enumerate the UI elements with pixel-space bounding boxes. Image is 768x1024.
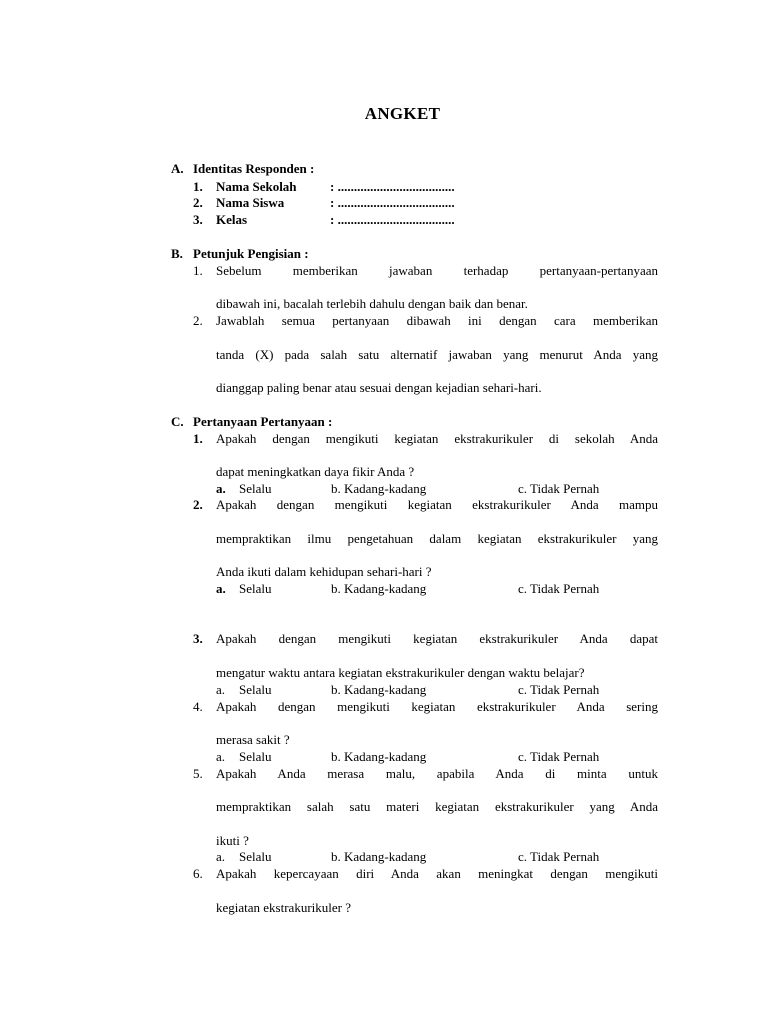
instruction-number: 1. (193, 263, 203, 278)
question-line: merasa sakit ? (216, 732, 290, 747)
option-c: c. Tidak Pernah (518, 481, 600, 496)
section-c-heading (171, 413, 332, 430)
option-a-letter: a. (216, 682, 226, 697)
section-a-title: Identitas Responden : (193, 161, 315, 176)
instruction-line: tanda (X) pada salah satu alternatif jawaban yang menurut Anda yang (216, 347, 658, 362)
question-line: ikuti ? (216, 833, 249, 848)
option-a: Selalu (239, 481, 272, 496)
option-b: b. Kadang-kadang (331, 481, 427, 496)
question-line: Apakah Anda merasa malu, apabila Anda di minta untuk (216, 766, 658, 781)
question-number: 4. (193, 699, 203, 714)
option-a-letter: a. (216, 849, 226, 864)
question-number: 6. (193, 866, 203, 881)
instruction-line: Jawablah semua pertanyaan dibawah ini dengan cara memberikan (216, 313, 658, 328)
field-label-nama-sekolah: Nama Sekolah (216, 179, 297, 194)
section-b-title: Petunjuk Pengisian : (193, 246, 309, 261)
question-line: Apakah dengan mengikuti kegiatan ekstrakurikuler Anda dapat (216, 631, 658, 646)
question-line: kegiatan ekstrakurikuler ? (216, 900, 351, 915)
question-number: 1. (193, 431, 203, 446)
instruction-line: dibawah ini, bacalah terlebih dahulu dengan baik dan benar. (216, 296, 528, 311)
field-value-nama-siswa: : .................................... (330, 195, 455, 210)
question-line: Apakah dengan mengikuti kegiatan ekstrakurikuler Anda mampu (216, 497, 658, 512)
instruction-line: Sebelum memberikan jawaban terhadap pertanyaan-pertanyaan (216, 263, 658, 278)
option-c: c. Tidak Pernah (518, 749, 600, 764)
option-a: Selalu (239, 682, 272, 697)
field-value-kelas: : .................................... (330, 212, 455, 227)
section-a-letter: A. (171, 161, 184, 176)
question-number: 3. (193, 631, 203, 646)
question-line: Apakah dengan mengikuti kegiatan ekstrakurikuler Anda sering (216, 699, 658, 714)
option-a: Selalu (239, 849, 272, 864)
section-b-heading (171, 245, 309, 262)
section-c-letter: C. (171, 414, 184, 429)
question-line: dapat meningkatkan daya fikir Anda ? (216, 464, 415, 479)
question-line: Anda ikuti dalam kehidupan sehari-hari ? (216, 564, 432, 579)
question-line: mempraktikan salah satu materi kegiatan ekstrakurikuler yang Anda (216, 799, 658, 814)
option-a-letter: a. (216, 581, 226, 596)
field-value-nama-sekolah: : .................................... (330, 179, 455, 194)
field-number: 2. (193, 195, 203, 210)
page-title: ANGKET (364, 104, 441, 123)
section-c-title: Pertanyaan Pertanyaan : (193, 414, 333, 429)
field-number: 3. (193, 212, 203, 227)
option-a: Selalu (239, 581, 272, 596)
question-line: mempraktikan ilmu pengetahuan dalam kegiatan ekstrakurikuler yang (216, 531, 658, 546)
option-b: b. Kadang-kadang (331, 849, 427, 864)
option-a-letter: a. (216, 481, 226, 496)
option-c: c. Tidak Pernah (518, 682, 600, 697)
option-c: c. Tidak Pernah (518, 849, 600, 864)
question-number: 2. (193, 497, 203, 512)
section-a-heading (171, 160, 314, 177)
instruction-number: 2. (193, 313, 203, 328)
field-number: 1. (193, 179, 203, 194)
option-b: b. Kadang-kadang (331, 749, 427, 764)
field-label-nama-siswa: Nama Siswa (216, 195, 285, 210)
question-line: Apakah kepercayaan diri Anda akan meningkat dengan mengikuti (216, 866, 658, 881)
field-label-kelas: Kelas (216, 212, 248, 227)
question-number: 5. (193, 766, 203, 781)
option-b: b. Kadang-kadang (331, 682, 427, 697)
option-a: Selalu (239, 749, 272, 764)
question-line: Apakah dengan mengikuti kegiatan ekstrakurikuler di sekolah Anda (216, 431, 658, 446)
instruction-line: dianggap paling benar atau sesuai dengan kejadian sehari-hari. (216, 380, 542, 395)
section-b-letter: B. (171, 246, 183, 261)
option-b: b. Kadang-kadang (331, 581, 427, 596)
question-line: mengatur waktu antara kegiatan ekstrakurikuler dengan waktu belajar? (216, 665, 585, 680)
option-a-letter: a. (216, 749, 226, 764)
option-c: c. Tidak Pernah (518, 581, 600, 596)
